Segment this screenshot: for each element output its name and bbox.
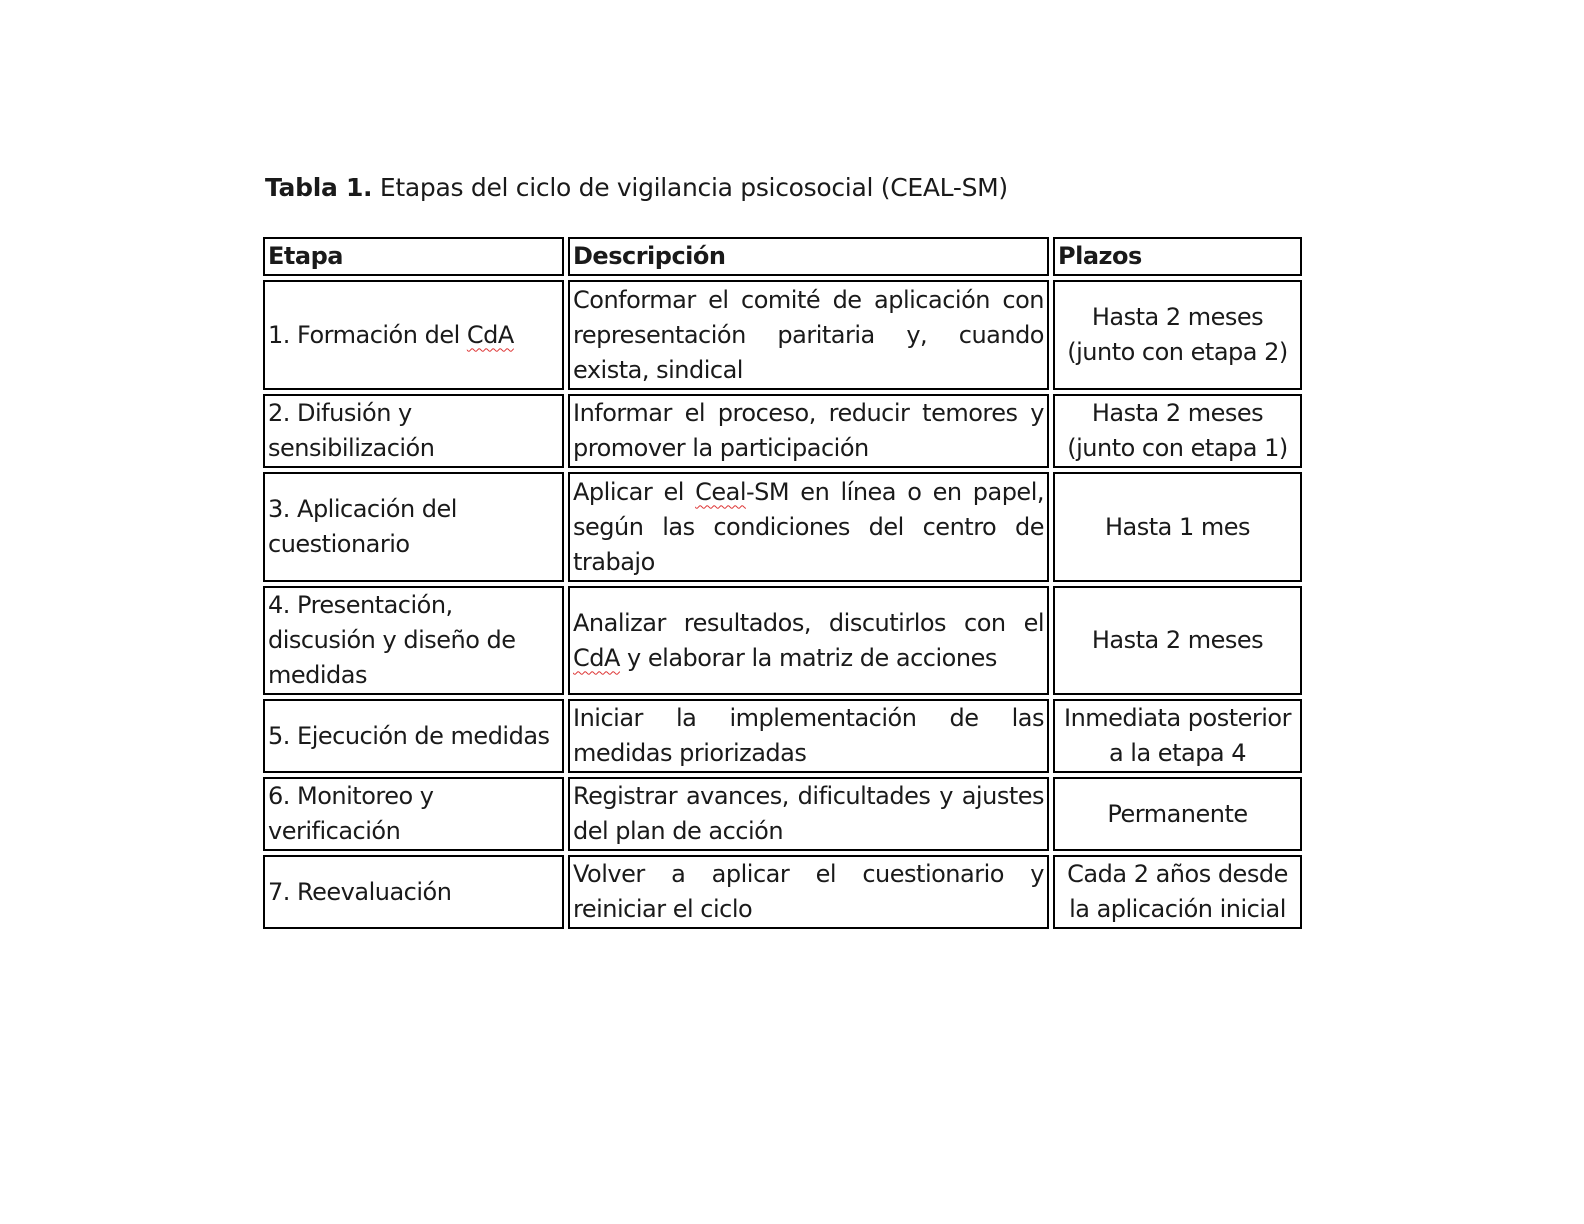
description-cell: Aplicar el Ceal-SM en línea o en papel, según las condiciones del centro de trabajo: [568, 472, 1049, 582]
term-cell: Inmediata posterior a la etapa 4: [1053, 699, 1302, 773]
table-row: [263, 586, 1302, 695]
header-plazos: Plazos: [1053, 237, 1302, 276]
term-cell: Hasta 2 meses: [1053, 586, 1302, 695]
table-header-row: [263, 237, 1302, 276]
description-cell: Conformar el comité de aplicación con representación paritaria y, cuando exista, sindical: [568, 280, 1049, 390]
spellcheck-mark: Ceal: [695, 477, 746, 506]
stage-cell: 6. Monitoreo y verificación: [263, 777, 564, 851]
table-row: [263, 280, 1302, 390]
term-cell: Permanente: [1053, 777, 1302, 851]
description-cell: Analizar resultados, discutirlos con el CdA y elaborar la matriz de acciones: [568, 586, 1049, 695]
stage-cell: 7. Reevaluación: [263, 855, 564, 929]
header-etapa: Etapa: [263, 237, 564, 276]
description-cell: Volver a aplicar el cuestionario y reiniciar el ciclo: [568, 855, 1049, 929]
description-cell: Registrar avances, dificultades y ajustes del plan de acción: [568, 777, 1049, 851]
caption-label: Tabla 1.: [265, 173, 373, 202]
table-row: [263, 472, 1302, 582]
stage-cell: 3. Aplicación del cuestionario: [263, 472, 564, 582]
spellcheck-mark: CdA: [573, 643, 620, 672]
stages-table: [259, 233, 1306, 933]
term-cell: Hasta 2 meses (junto con etapa 1): [1053, 394, 1302, 468]
term-cell: Hasta 2 meses (junto con etapa 2): [1053, 280, 1302, 390]
description-cell: Informar el proceso, reducir temores y promover la participación: [568, 394, 1049, 468]
term-cell: Hasta 1 mes: [1053, 472, 1302, 582]
table-row: [263, 394, 1302, 468]
stage-cell: 5. Ejecución de medidas: [263, 699, 564, 773]
term-cell: Cada 2 años desde la aplicación inicial: [1053, 855, 1302, 929]
table-caption: [265, 170, 1008, 206]
table-row: [263, 777, 1302, 851]
header-descripcion: Descripción: [568, 237, 1049, 276]
stage-cell: 4. Presentación, discusión y diseño de medidas: [263, 586, 564, 695]
stage-cell: 1. Formación del CdA: [263, 280, 564, 390]
spellcheck-mark: CdA: [466, 320, 514, 349]
stage-cell: 2. Difusión y sensibilización: [263, 394, 564, 468]
table-row: [263, 699, 1302, 773]
description-cell: Iniciar la implementación de las medidas priorizadas: [568, 699, 1049, 773]
caption-text: Etapas del ciclo de vigilancia psicosocial (CEAL-SM): [379, 173, 1008, 202]
table-row: [263, 855, 1302, 929]
